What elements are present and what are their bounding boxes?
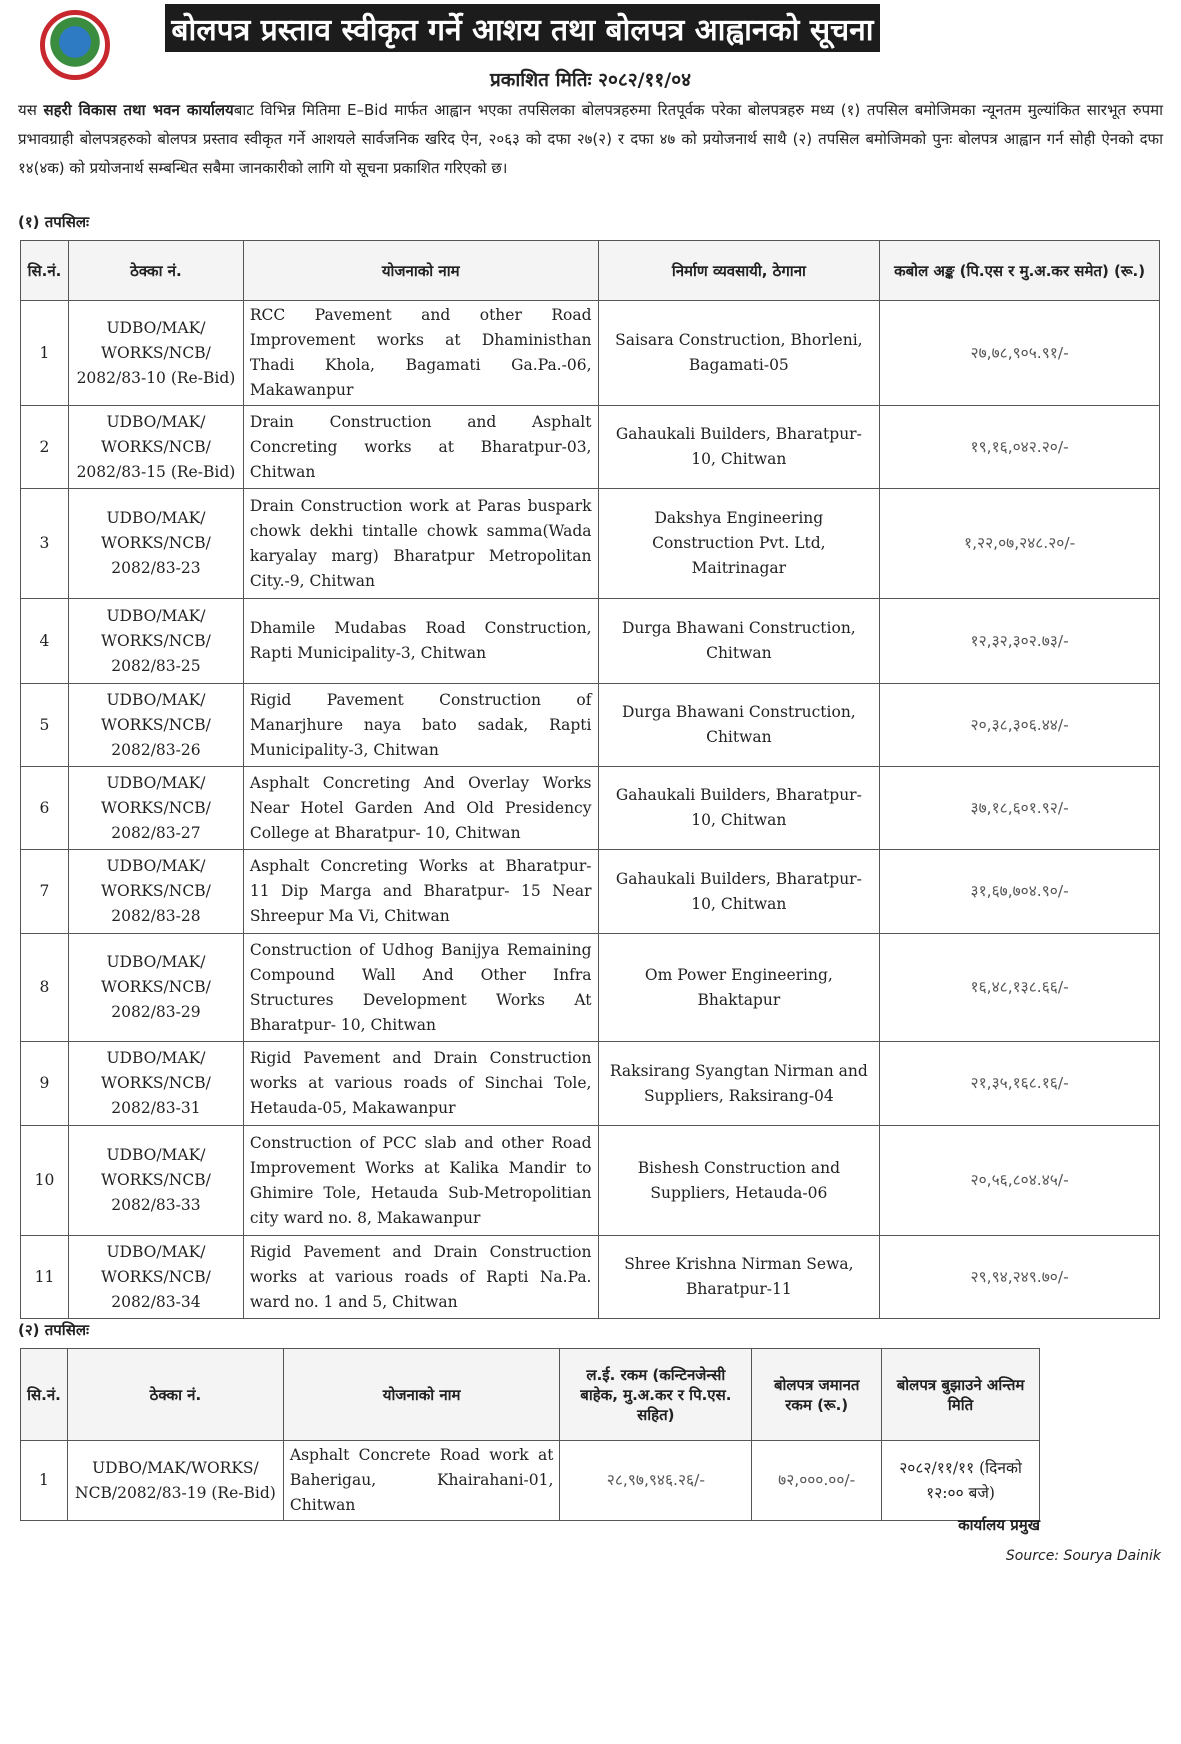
- table-row: [21, 767, 1160, 850]
- table2-label: (२) तपसिलः: [18, 1321, 90, 1339]
- table-cell: १२,३२,३०२.७३/-: [880, 599, 1160, 684]
- table-cell: 8: [21, 934, 69, 1042]
- table-cell: Dakshya Engineering Construction Pvt. Ltd, Maitrinagar: [598, 489, 880, 599]
- intro-paragraph: [18, 96, 1163, 183]
- table-row: [21, 1236, 1160, 1319]
- table-cell: UDBO/MAK/ WORKS/NCB/ 2082/83-25: [68, 599, 243, 684]
- table-cell: 7: [21, 850, 69, 934]
- table-cell: UDBO/MAK/ WORKS/NCB/ 2082/83-23: [68, 489, 243, 599]
- office-name: सहरी विकास तथा भवन कार्यालय: [43, 101, 234, 119]
- table-cell: २७,७८,९०५.९१/-: [880, 301, 1160, 406]
- table-cell: Om Power Engineering, Bhaktapur: [598, 934, 880, 1042]
- table-cell: २९,९४,२४९.७०/-: [880, 1236, 1160, 1319]
- table-cell: 1: [21, 301, 69, 406]
- table-cell: ७२,०००.००/-: [752, 1441, 882, 1521]
- table-cell: 2: [21, 406, 69, 489]
- table-cell: UDBO/MAK/ WORKS/NCB/ 2082/83-34: [68, 1236, 243, 1319]
- notice-title: बोलपत्र प्रस्ताव स्वीकृत गर्ने आशय तथा बोलपत्र आह्वानको सूचना: [165, 4, 880, 52]
- table-cell: Durga Bhawani Construction, Chitwan: [598, 684, 880, 767]
- table-cell: UDBO/MAK/ WORKS/NCB/ 2082/83-10 (Re-Bid): [68, 301, 243, 406]
- table-cell: Construction of Udhog Banijya Remaining Compound Wall And Other Infra Structures Development Works At Bharatpur- 10, Chitwan: [243, 934, 598, 1042]
- table-cell: २८,९७,९४६.२६/-: [560, 1441, 752, 1521]
- office-chief-signature: कार्यालय प्रमुख: [958, 1516, 1040, 1534]
- table-cell: २०,३८,३०६.४४/-: [880, 684, 1160, 767]
- table-cell: Raksirang Syangtan Nirman and Suppliers, Raksirang-04: [598, 1042, 880, 1126]
- table-cell: 10: [21, 1126, 69, 1236]
- table-row: [21, 850, 1160, 934]
- table-cell: Asphalt Concreting And Overlay Works Near Hotel Garden And Old Presidency College at Bharatpur- 10, Chitwan: [243, 767, 598, 850]
- column-header: योजनाको नाम: [283, 1349, 560, 1441]
- table-row: [21, 1441, 1040, 1521]
- published-date: प्रकाशित मितिः २०८२/११/०४: [489, 69, 692, 91]
- table-cell: २०८२/११/११ (दिनको १२:०० बजे): [882, 1441, 1040, 1521]
- table-cell: UDBO/MAK/ WORKS/NCB/ 2082/83-15 (Re-Bid): [68, 406, 243, 489]
- table-cell: Construction of PCC slab and other Road Improvement Works at Kalika Mandir to Ghimire Tole, Hetauda Sub-Metropolitian city ward no. 8, Makawanpur: [243, 1126, 598, 1236]
- column-header: बोलपत्र जमानत रकम (रू.): [752, 1349, 882, 1441]
- table-cell: UDBO/MAK/ WORKS/NCB/ 2082/83-31: [68, 1042, 243, 1126]
- rebid-table: [20, 1348, 1040, 1521]
- table-cell: Durga Bhawani Construction, Chitwan: [598, 599, 880, 684]
- table-row: [21, 489, 1160, 599]
- column-header: ठेक्का नं.: [67, 1349, 283, 1441]
- column-header: सि.नं.: [21, 241, 69, 301]
- table-cell: १९,१६,०४२.२०/-: [880, 406, 1160, 489]
- table-cell: UDBO/MAK/ WORKS/NCB/ 2082/83-33: [68, 1126, 243, 1236]
- table-cell: Gahaukali Builders, Bharatpur-10, Chitwan: [598, 850, 880, 934]
- table-cell: UDBO/MAK/ WORKS/NCB/ 2082/83-29: [68, 934, 243, 1042]
- table-cell: 1: [21, 1441, 68, 1521]
- table-row: [21, 301, 1160, 406]
- column-header: कबोल अङ्क (पि.एस र मु.अ.कर समेत) (रू.): [880, 241, 1160, 301]
- table-cell: २०,५६,८०४.४५/-: [880, 1126, 1160, 1236]
- table-cell: Rigid Pavement and Drain Construction works at various roads of Sinchai Tole, Hetauda-05, Makawanpur: [243, 1042, 598, 1126]
- table-cell: Bishesh Construction and Suppliers, Hetauda-06: [598, 1126, 880, 1236]
- table-row: [21, 1042, 1160, 1126]
- table-row: [21, 684, 1160, 767]
- table-cell: UDBO/MAK/ WORKS/NCB/ 2082/83-27: [68, 767, 243, 850]
- table-cell: Shree Krishna Nirman Sewa, Bharatpur-11: [598, 1236, 880, 1319]
- table-cell: १६,४८,१३८.६६/-: [880, 934, 1160, 1042]
- intro-prefix: यस: [18, 101, 44, 119]
- column-header: बोलपत्र बुझाउने अन्तिम मिति: [882, 1349, 1040, 1441]
- table-cell: 3: [21, 489, 69, 599]
- column-header: ल.ई. रकम (कन्टिनजेन्सी बाहेक, मु.अ.कर र पि.एस. सहित): [560, 1349, 752, 1441]
- table1-label: (१) तपसिलः: [18, 213, 90, 231]
- table-cell: 6: [21, 767, 69, 850]
- table-cell: Dhamile Mudabas Road Construction, Rapti Municipality-3, Chitwan: [243, 599, 598, 684]
- table-cell: UDBO/MAK/ WORKS/NCB/ 2082/83-28: [68, 850, 243, 934]
- source-credit: Source: Sourya Dainik: [1005, 1548, 1161, 1564]
- table-cell: Asphalt Concreting Works at Bharatpur- 11 Dip Marga and Bharatpur- 15 Near Shreepur Ma Vi, Chitwan: [243, 850, 598, 934]
- intro-body: बाट विभिन्न मितिमा E–Bid मार्फत आह्वान भएका तपसिलका बोलपत्रहरुमा रितपूर्वक परेका बोलपत्रहरु मध्य (१) तपसिल बमोजिमका न्यूनतम मुल्यांकित सारभूत रुपमा प्रभावग्राही बोलपत्रहरुको बोलपत्र प्रस्ताव स्वीकृत गर्ने आशयले सार्वजनिक खरिद ऐन, २०६३ को दफा २७(२) र दफा ४७ को प्रयोजनार्थ साथै (२) तपसिल बमोजिमको पुनः बोलपत्र आह्वान गर्न सोही ऐनको दफा १४(४क) को प्रयोजनार्थ सम्बन्धित सबैमा जानकारीको लागि यो सूचना प्रकाशित गरिएको छ।: [18, 101, 1164, 177]
- table-cell: 11: [21, 1236, 69, 1319]
- table-cell: RCC Pavement and other Road Improvement works at Dhaministhan Thadi Khola, Bagamati Ga.Pa.-06, Makawanpur: [243, 301, 598, 406]
- table-cell: Drain Construction work at Paras buspark chowk dekhi tintalle chowk samma(Wada karyalay marg) Bharatpur Metropolitan City.-9, Chitwan: [243, 489, 598, 599]
- column-header: ठेक्का नं.: [68, 241, 243, 301]
- accepted-bids-table: [20, 240, 1160, 1319]
- table-cell: Rigid Pavement Construction of Manarjhure naya bato sadak, Rapti Municipality-3, Chitwan: [243, 684, 598, 767]
- column-header: योजनाको नाम: [243, 241, 598, 301]
- table-cell: Asphalt Concrete Road work at Baherigau, Khairahani-01, Chitwan: [283, 1441, 560, 1521]
- table-cell: 9: [21, 1042, 69, 1126]
- table-row: [21, 599, 1160, 684]
- table-cell: Rigid Pavement and Drain Construction works at various roads of Rapti Na.Pa. ward no. 1 and 5, Chitwan: [243, 1236, 598, 1319]
- table-cell: UDBO/MAK/WORKS/ NCB/2082/83-19 (Re-Bid): [67, 1441, 283, 1521]
- table-row: [21, 1126, 1160, 1236]
- table-cell: ३७,१८,६०१.९२/-: [880, 767, 1160, 850]
- table-cell: Drain Construction and Asphalt Concreting works at Bharatpur-03, Chitwan: [243, 406, 598, 489]
- table-cell: UDBO/MAK/ WORKS/NCB/ 2082/83-26: [68, 684, 243, 767]
- table-cell: Gahaukali Builders, Bharatpur-10, Chitwan: [598, 406, 880, 489]
- column-header: निर्माण व्यवसायी, ठेगाना: [598, 241, 880, 301]
- table-cell: Gahaukali Builders, Bharatpur-10, Chitwan: [598, 767, 880, 850]
- table-row: [21, 406, 1160, 489]
- table-cell: Saisara Construction, Bhorleni, Bagamati-05: [598, 301, 880, 406]
- table-cell: 4: [21, 599, 69, 684]
- table-row: [21, 934, 1160, 1042]
- table-cell: २१,३५,१६८.१६/-: [880, 1042, 1160, 1126]
- table-cell: 5: [21, 684, 69, 767]
- table-cell: १,२२,०७,२४८.२०/-: [880, 489, 1160, 599]
- table-cell: ३१,६७,७०४.९०/-: [880, 850, 1160, 934]
- column-header: सि.नं.: [21, 1349, 68, 1441]
